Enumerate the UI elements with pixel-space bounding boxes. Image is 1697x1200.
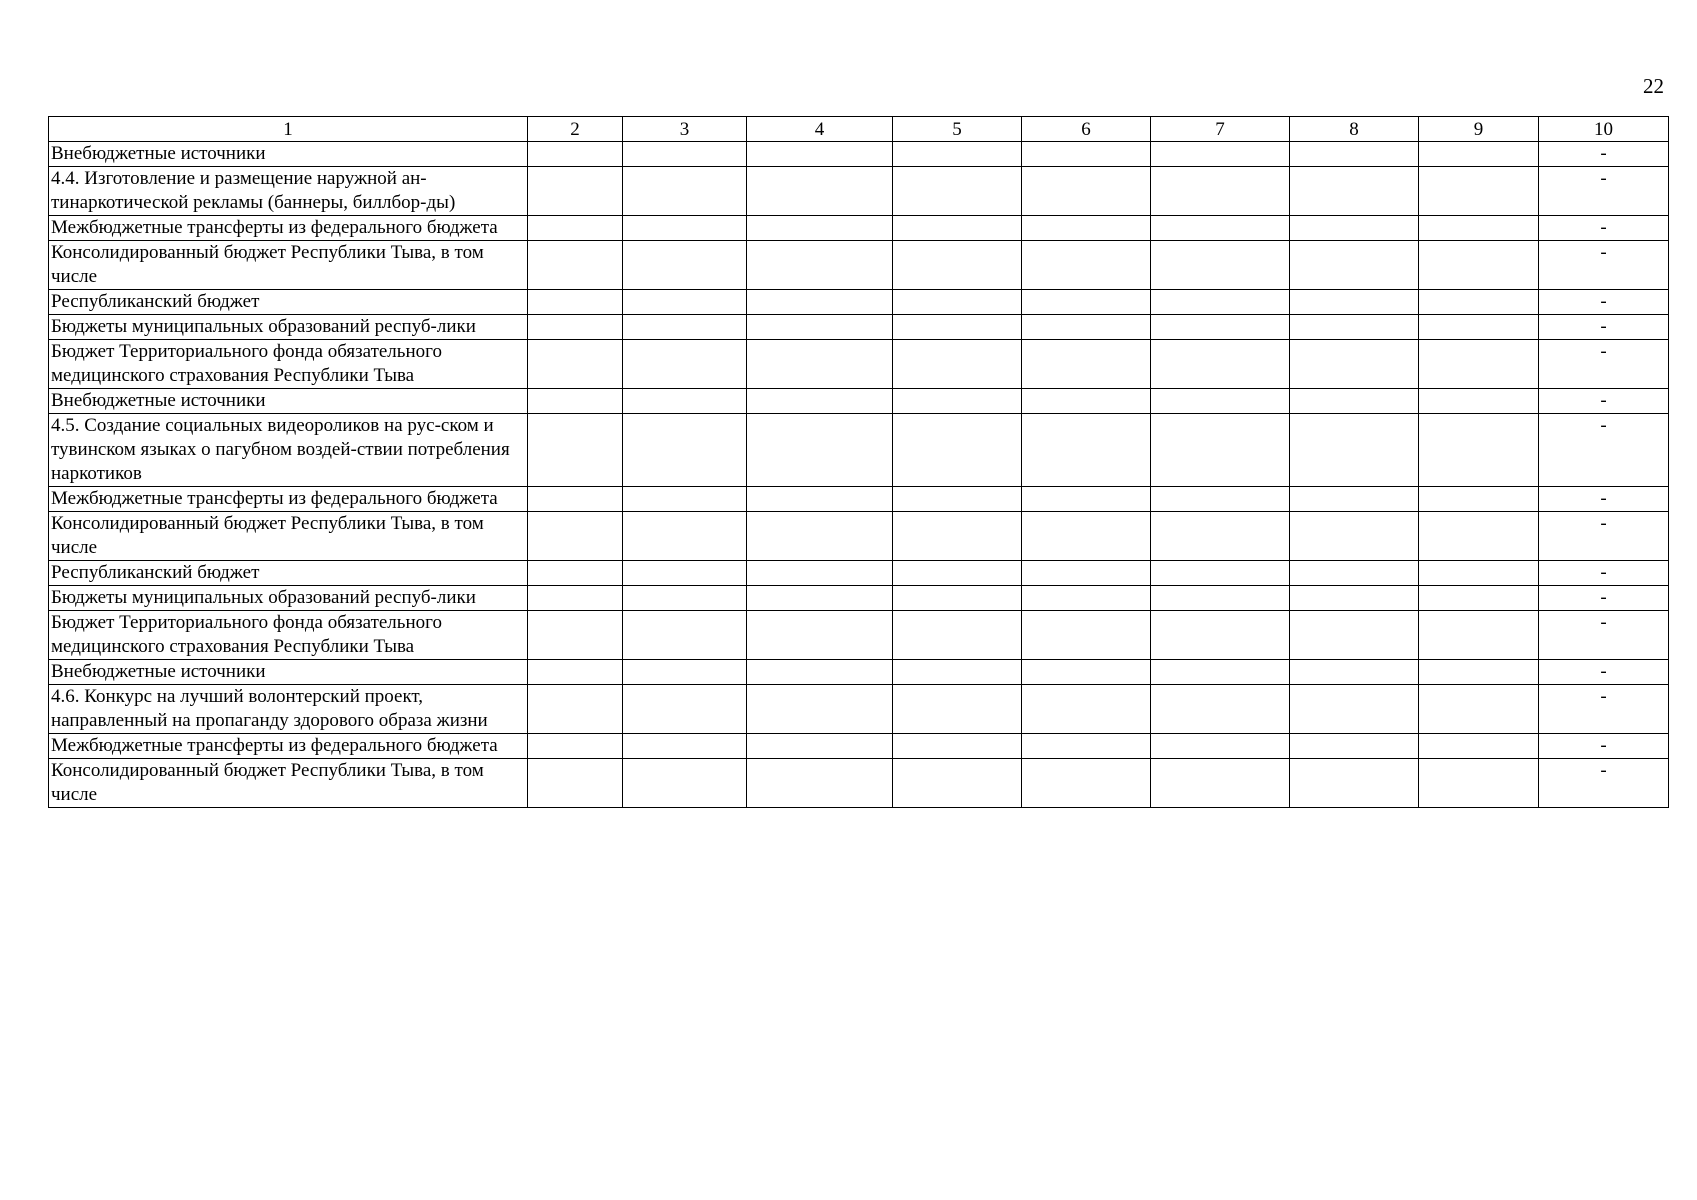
table-row bbox=[49, 586, 1669, 611]
table-row bbox=[49, 414, 1669, 487]
row-value-col10: - bbox=[1539, 389, 1669, 414]
row-value-col10: - bbox=[1539, 660, 1669, 685]
row-value-col10: - bbox=[1539, 167, 1669, 216]
table-row bbox=[49, 340, 1669, 389]
row-label: 4.4. Изготовление и размещение наружной ан-тинаркотической рекламы (баннеры, биллбор-ды) bbox=[49, 167, 528, 216]
column-header: 3 bbox=[623, 117, 747, 142]
table-row bbox=[49, 290, 1669, 315]
budget-table bbox=[48, 116, 1669, 808]
row-value-col10: - bbox=[1539, 216, 1669, 241]
row-label: Бюджеты муниципальных образований респуб-лики bbox=[49, 315, 528, 340]
row-value-col10: - bbox=[1539, 487, 1669, 512]
row-label: Бюджеты муниципальных образований респуб-лики bbox=[49, 586, 528, 611]
row-label: 4.5. Создание социальных видеороликов на рус-ском и тувинском языках о пагубном воздей-ствии потребления наркотиков bbox=[49, 414, 528, 487]
column-header: 8 bbox=[1290, 117, 1419, 142]
row-value-col10: - bbox=[1539, 340, 1669, 389]
row-label: Консолидированный бюджет Республики Тыва, в том числе bbox=[49, 241, 528, 290]
table-row bbox=[49, 759, 1669, 808]
row-value-col10: - bbox=[1539, 241, 1669, 290]
row-label: Межбюджетные трансферты из федерального бюджета bbox=[49, 734, 528, 759]
column-header: 6 bbox=[1022, 117, 1151, 142]
row-value-col10: - bbox=[1539, 290, 1669, 315]
page-number: 22 bbox=[1643, 74, 1664, 98]
row-value-col10: - bbox=[1539, 734, 1669, 759]
table-row bbox=[49, 660, 1669, 685]
row-value-col10: - bbox=[1539, 561, 1669, 586]
row-label: Консолидированный бюджет Республики Тыва, в том числе bbox=[49, 759, 528, 808]
table-row bbox=[49, 142, 1669, 167]
row-value-col10: - bbox=[1539, 315, 1669, 340]
table-row bbox=[49, 216, 1669, 241]
row-label: Бюджет Территориального фонда обязательного медицинского страхования Республики Тыва bbox=[49, 611, 528, 660]
column-header: 5 bbox=[893, 117, 1022, 142]
row-label: Внебюджетные источники bbox=[49, 142, 528, 167]
table-row bbox=[49, 167, 1669, 216]
row-label: Внебюджетные источники bbox=[49, 660, 528, 685]
row-label: 4.6. Конкурс на лучший волонтерский проект, направленный на пропаганду здорового образа жизни bbox=[49, 685, 528, 734]
column-header: 4 bbox=[747, 117, 893, 142]
table-row bbox=[49, 512, 1669, 561]
row-label: Внебюджетные источники bbox=[49, 389, 528, 414]
row-label: Межбюджетные трансферты из федерального бюджета bbox=[49, 487, 528, 512]
column-header: 1 bbox=[49, 117, 528, 142]
table-row bbox=[49, 685, 1669, 734]
column-header: 10 bbox=[1539, 117, 1669, 142]
row-label: Республиканский бюджет bbox=[49, 561, 528, 586]
row-value-col10: - bbox=[1539, 414, 1669, 487]
row-label: Бюджет Территориального фонда обязательного медицинского страхования Республики Тыва bbox=[49, 340, 528, 389]
table-row bbox=[49, 611, 1669, 660]
table-row bbox=[49, 315, 1669, 340]
row-value-col10: - bbox=[1539, 586, 1669, 611]
row-value-col10: - bbox=[1539, 512, 1669, 561]
row-label: Консолидированный бюджет Республики Тыва, в том числе bbox=[49, 512, 528, 561]
column-header: 7 bbox=[1151, 117, 1290, 142]
row-value-col10: - bbox=[1539, 685, 1669, 734]
row-label: Республиканский бюджет bbox=[49, 290, 528, 315]
row-value-col10: - bbox=[1539, 611, 1669, 660]
table-row bbox=[49, 241, 1669, 290]
table-row bbox=[49, 734, 1669, 759]
row-label: Межбюджетные трансферты из федерального бюджета bbox=[49, 216, 528, 241]
table-row bbox=[49, 389, 1669, 414]
column-header: 9 bbox=[1419, 117, 1539, 142]
table-row bbox=[49, 487, 1669, 512]
table-header-row bbox=[49, 117, 1669, 142]
column-header: 2 bbox=[528, 117, 623, 142]
table-row bbox=[49, 561, 1669, 586]
row-value-col10: - bbox=[1539, 759, 1669, 808]
row-value-col10: - bbox=[1539, 142, 1669, 167]
